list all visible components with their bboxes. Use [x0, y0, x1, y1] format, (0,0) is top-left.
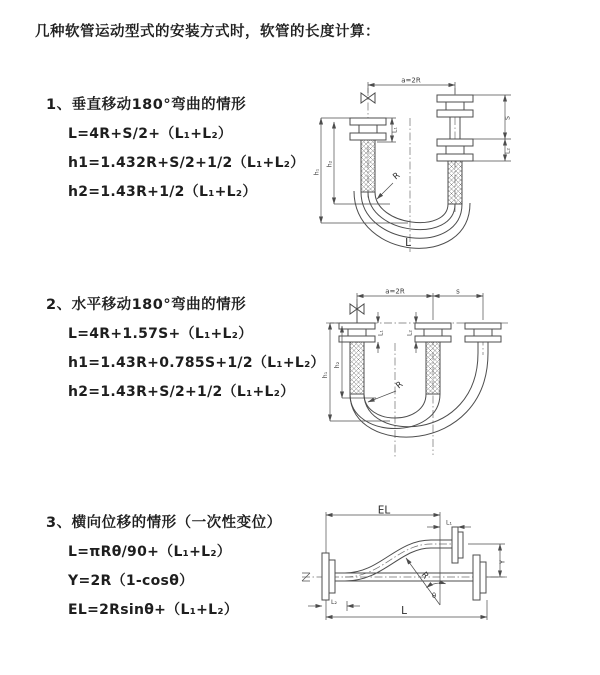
- dim-label-h1: h₁: [322, 371, 329, 379]
- dim-label-l2: L₂: [504, 148, 512, 154]
- length-label: L: [405, 237, 411, 249]
- page-title: 几种软管运动型式的安装方式时，软管的长度计算：: [35, 24, 380, 40]
- dim-label-h1: h₁: [313, 168, 321, 176]
- formula-el: EL=2Rsinθ+（L₁+L₂）: [68, 602, 239, 618]
- dim-label-y: Y: [498, 559, 507, 565]
- dim-label-l1: L₁: [446, 519, 452, 527]
- dim-label-l1: L₁: [377, 330, 385, 336]
- upper-right-flange: [452, 527, 463, 563]
- valve-icon: [350, 304, 364, 323]
- dim-label-l2: L₂: [331, 599, 337, 606]
- middle-flange-assembly: [415, 323, 451, 394]
- section-1-heading: 1、垂直移动180°弯曲的情形: [46, 97, 247, 113]
- diagram-lateral-displacement: [300, 505, 600, 640]
- formula-h1: h1=1.43R+0.785S+1/2（L₁+L₂）: [68, 355, 325, 371]
- dim-label-s: S: [504, 116, 512, 120]
- length-label: L: [401, 605, 407, 617]
- formula-h2: h2=1.43R+S/2+1/2（L₁+L₂）: [68, 384, 295, 400]
- lower-right-flange: [473, 555, 486, 600]
- formula-length: L=4R+S/2+（L₁+L₂）: [68, 126, 233, 142]
- formula-length: L=4R+1.57S+（L₁+L₂）: [68, 326, 253, 342]
- braided-hose-section: [448, 161, 462, 204]
- right-flange-assembly: [437, 95, 473, 204]
- dim-label-s: s: [456, 287, 460, 296]
- braided-hose-section: [361, 140, 375, 192]
- formula-y: Y=2R（1-cosθ）: [68, 573, 194, 589]
- formula-h2: h2=1.43R+1/2（L₁+L₂）: [68, 184, 257, 200]
- left-flange: [322, 553, 335, 600]
- section-vertical-movement: [46, 96, 346, 201]
- dim-label-l2: L₂: [406, 330, 414, 336]
- dim-label-h2: h₂: [326, 160, 334, 168]
- dim-label-h2: h₂: [334, 361, 341, 369]
- formula-h1: h1=1.432R+S/2+1/2（L₁+L₂）: [68, 155, 305, 171]
- radius-label: R: [418, 570, 431, 582]
- section-horizontal-movement: [46, 296, 346, 401]
- dimension-lines: [322, 288, 483, 422]
- left-flange-assembly: [339, 323, 375, 394]
- left-flange-assembly: [350, 118, 386, 192]
- radius-label: R: [391, 170, 403, 183]
- formula-length: L=πRθ/90+（L₁+L₂）: [68, 544, 232, 560]
- braided-hose-section: [426, 342, 440, 394]
- section-3-heading: 3、横向位移的情形（一次性变位）: [46, 515, 282, 531]
- diagram-vertical-180: [312, 72, 598, 256]
- dim-label-span: a=2R: [401, 76, 421, 85]
- dim-label-el: EL: [377, 505, 391, 517]
- section-2-heading: 2、水平移动180°弯曲的情形: [46, 297, 247, 313]
- dimension-lines: [314, 77, 512, 250]
- dim-label-span: a=2R: [385, 287, 405, 296]
- radius-label: R: [394, 379, 406, 392]
- diagram-horizontal-180: [318, 283, 598, 463]
- hose-bend-curves: [350, 353, 488, 437]
- angle-label: θ: [431, 592, 437, 600]
- braided-hose-section: [350, 342, 364, 394]
- dim-label-l1: L₁: [391, 127, 399, 133]
